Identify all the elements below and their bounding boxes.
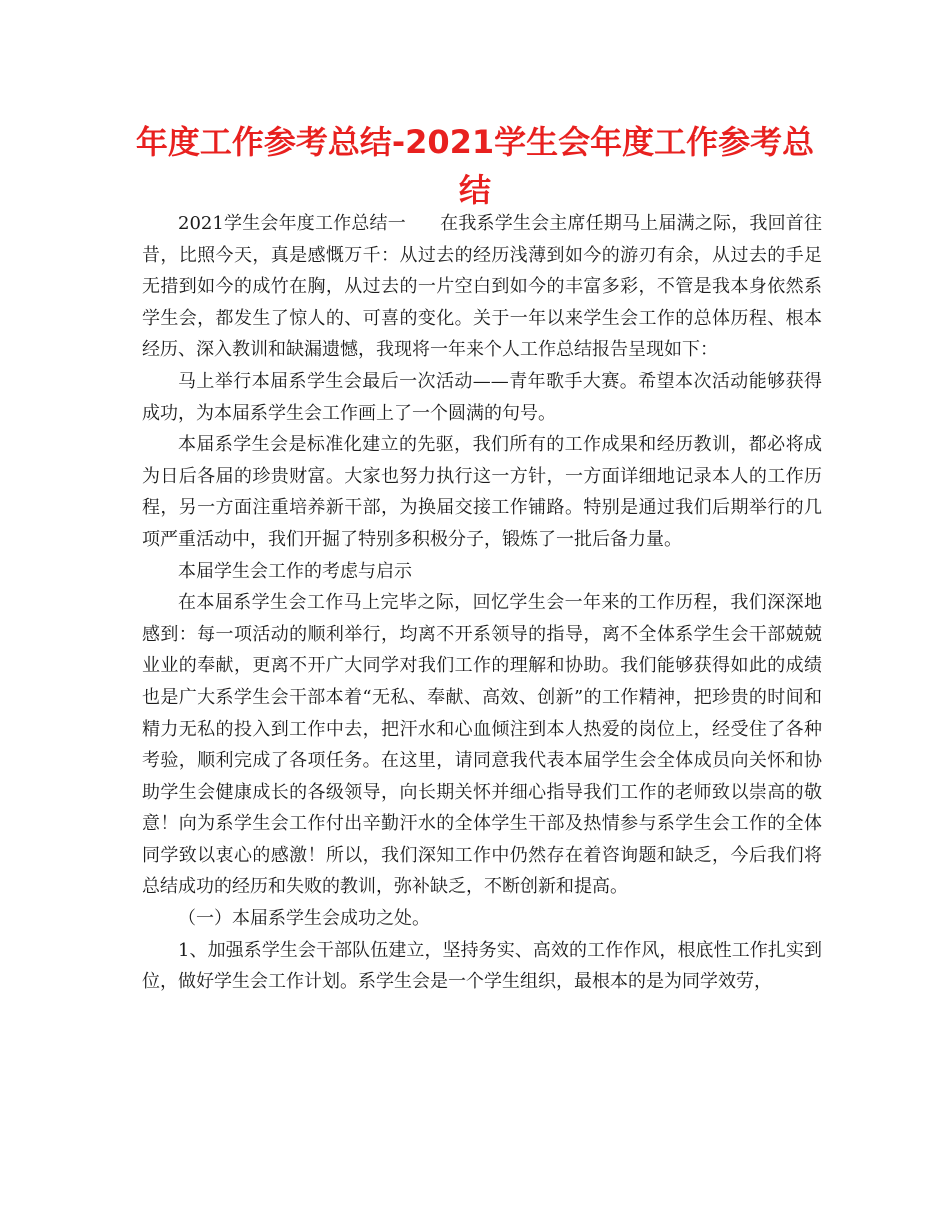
paragraph: 马上举行本届系学生会最后一次活动——青年歌手大赛。希望本次活动能够获得成功，为本届系学生会工作画上了一个圆满的句号。 [142,370,822,424]
document-title: 年度工作参考总结-2021学生会年度工作参考总结 [135,123,815,209]
intro-heading: 2021学生会年度工作总结一 [178,213,406,234]
paragraph: 1、加强系学生会干部队伍建立，坚持务实、高效的工作作风，根底性工作扎实到位，做好学生会工作计划。系学生会是一个学生组织，最根本的是为同学效劳， [142,939,822,993]
paragraph: 本届系学生会是标准化建立的先驱，我们所有的工作成果和经历教训，都必将成为日后各届的珍贵财富。大家也努力执行这一方针，一方面详细地记录本人的工作历程，另一方面注重培养新干部，为换届交接工作铺路。特别是通过我们后期举行的几项严重活动中，我们开掘了特别多积极分子，锻炼了一批后备力量。 [142,434,822,550]
section-heading: 本届学生会工作的考虑与启示 [178,560,412,582]
document-body [142,208,822,998]
paragraph: 在本届系学生会工作马上完毕之际，回忆学生会一年来的工作历程，我们深深地感到：每一项活动的顺利举行，均离不开系领导的指导，离不全体系学生会干部兢兢业业的奉献，更离不开广大同学对我们工作的理解和协助。我们能够获得如此的成绩也是广大系学生会干部本着“无私、奉献、高效、创新”的工作精神，把珍贵的时间和精力无私的投入到工作中去，把汗水和心血倾注到本人热爱的岗位上，经受住了各种考验，顺利完成了各项任务。在这里，请同意我代表本届学生会全体成员向关怀和协助学生会健康成长的各级领导，向长期关怀并细心指导我们工作的老师致以崇高的敬意！向为系学生会工作付出辛勤汗水的全体学生干部及热情参与系学生会工作的全体同学致以衷心的感激！所以，我们深知工作中仍然存在着咨询题和缺乏，今后我们将总结成功的经历和失败的教训，弥补缺乏，不断创新和提高。 [142,592,822,898]
subsection-heading: （一）本届系学生会成功之处。 [178,908,430,930]
paragraph [142,208,822,366]
paragraph-text: 在我系学生会主席任期马上届满之际，我回首往昔，比照今天，真是感慨万千：从过去的经历浅薄到如今的游刃有余，从过去的手足无措到如今的成竹在胸，从过去的一片空白到如今的丰富多彩，不管是我本身依然系学生会，都发生了惊人的、可喜的变化。关于一年以来学生会工作的总体历程、根本经历、深入教训和缺漏遗憾，我现将一年来个人工作总结报告呈现如下： [142,213,822,361]
